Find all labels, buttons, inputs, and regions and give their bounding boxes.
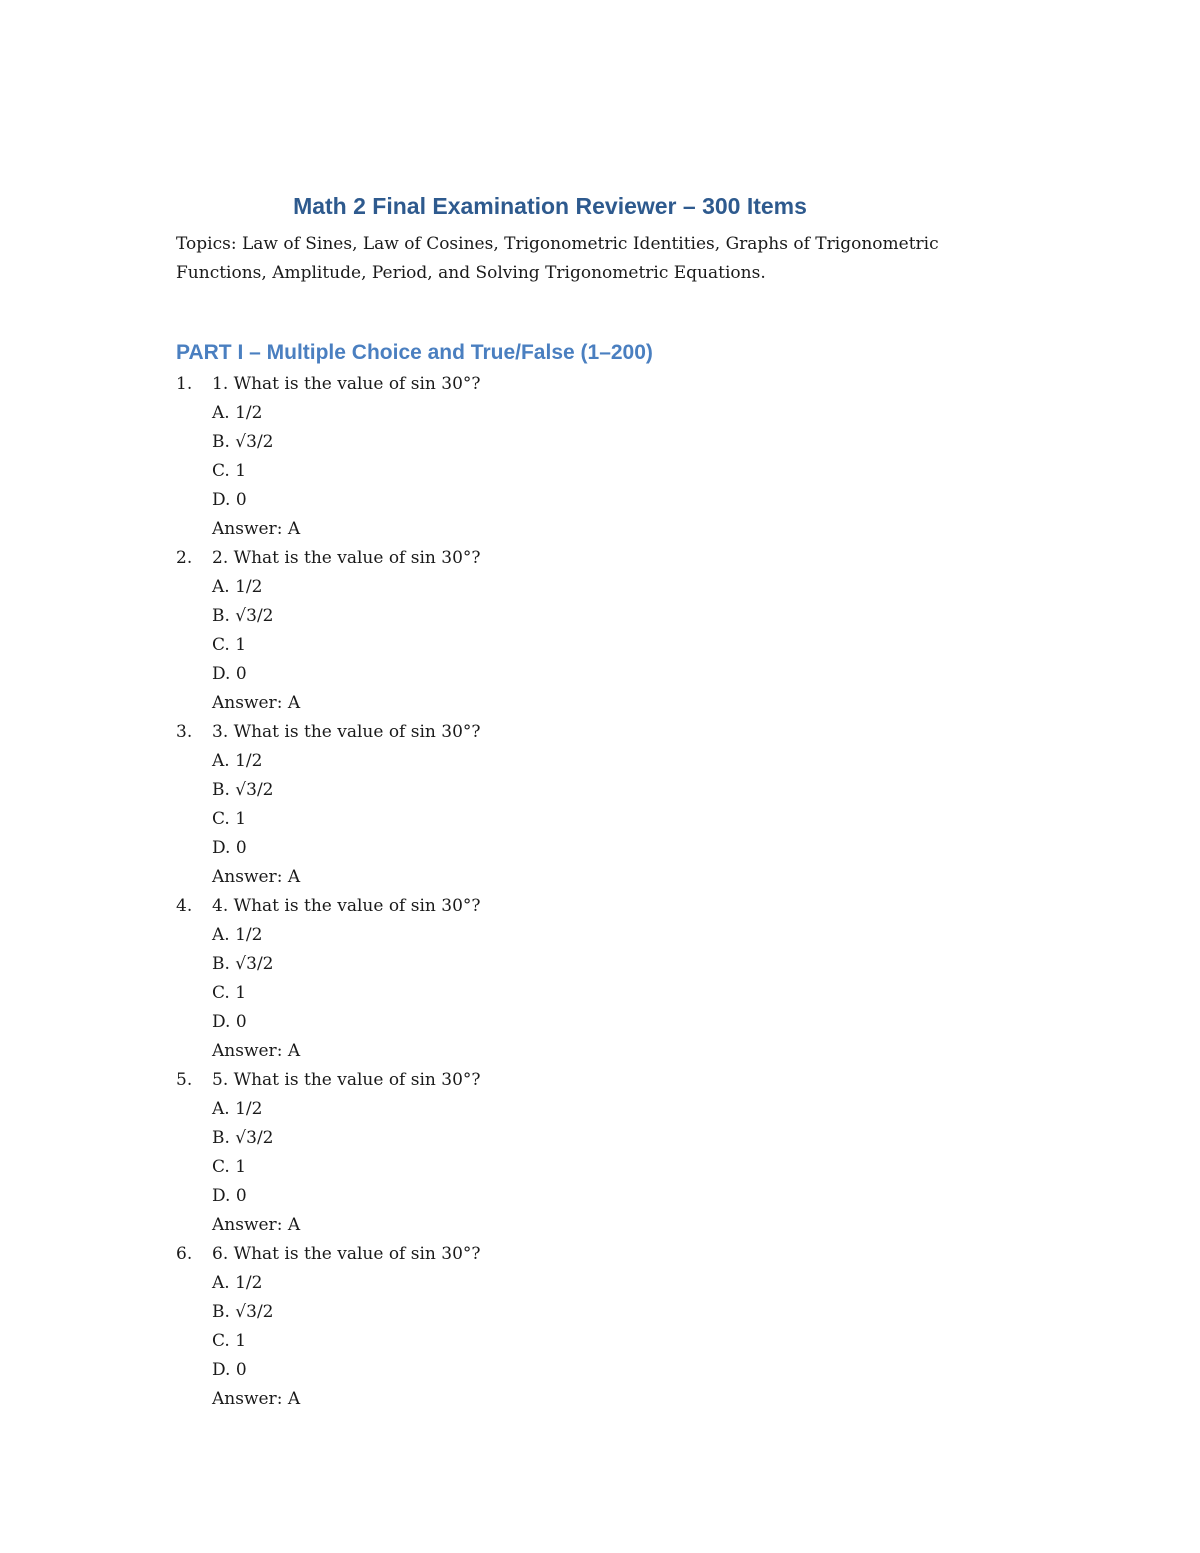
answer-line: Answer: A (212, 867, 301, 887)
question-item (176, 544, 1026, 718)
option-c: C. 1 (212, 983, 247, 1003)
option-c: C. 1 (212, 635, 247, 655)
part-1-heading: PART I – Multiple Choice and True/False (1–200) (176, 341, 653, 364)
option-b: B. √3/2 (212, 1128, 274, 1148)
option-b: B. √3/2 (212, 606, 274, 626)
option-a: A. 1/2 (212, 1273, 263, 1293)
question-text: 5. What is the value of sin 30°? (212, 1070, 481, 1090)
answer-line: Answer: A (212, 1041, 301, 1061)
option-d: D. 0 (212, 838, 247, 858)
option-d: D. 0 (212, 490, 247, 510)
option-b: B. √3/2 (212, 432, 274, 452)
option-a: A. 1/2 (212, 751, 263, 771)
option-d: D. 0 (212, 1360, 247, 1380)
question-number: 6. (176, 1244, 193, 1264)
question-item (176, 892, 1026, 1066)
question-list (176, 370, 1026, 1414)
question-item (176, 1066, 1026, 1240)
question-item (176, 370, 1026, 544)
question-text: 6. What is the value of sin 30°? (212, 1244, 481, 1264)
document-title: Math 2 Final Examination Reviewer – 300 Items (293, 193, 807, 219)
document-page (176, 188, 1026, 1414)
option-c: C. 1 (212, 461, 247, 481)
answer-line: Answer: A (212, 693, 301, 713)
option-a: A. 1/2 (212, 577, 263, 597)
question-text: 2. What is the value of sin 30°? (212, 548, 481, 568)
question-item (176, 1240, 1026, 1414)
question-text: 4. What is the value of sin 30°? (212, 896, 481, 916)
question-text: 1. What is the value of sin 30°? (212, 374, 481, 394)
question-number: 1. (176, 374, 193, 394)
question-text: 3. What is the value of sin 30°? (212, 722, 481, 742)
option-c: C. 1 (212, 1157, 247, 1177)
question-number: 4. (176, 896, 193, 916)
answer-line: Answer: A (212, 1389, 301, 1409)
option-b: B. √3/2 (212, 780, 274, 800)
option-d: D. 0 (212, 1186, 247, 1206)
topics-paragraph: Topics: Law of Sines, Law of Cosines, Trigonometric Identities, Graphs of Trigonometric Functions, Amplitude, Period, and Solving Trigonometric Equations. (176, 234, 939, 283)
question-item (176, 718, 1026, 892)
option-d: D. 0 (212, 664, 247, 684)
option-a: A. 1/2 (212, 1099, 263, 1119)
question-number: 2. (176, 548, 193, 568)
option-c: C. 1 (212, 809, 247, 829)
option-b: B. √3/2 (212, 954, 274, 974)
option-b: B. √3/2 (212, 1302, 274, 1322)
option-c: C. 1 (212, 1331, 247, 1351)
option-a: A. 1/2 (212, 925, 263, 945)
question-number: 3. (176, 722, 193, 742)
answer-line: Answer: A (212, 519, 301, 539)
option-d: D. 0 (212, 1012, 247, 1032)
question-number: 5. (176, 1070, 193, 1090)
answer-line: Answer: A (212, 1215, 301, 1235)
option-a: A. 1/2 (212, 403, 263, 423)
